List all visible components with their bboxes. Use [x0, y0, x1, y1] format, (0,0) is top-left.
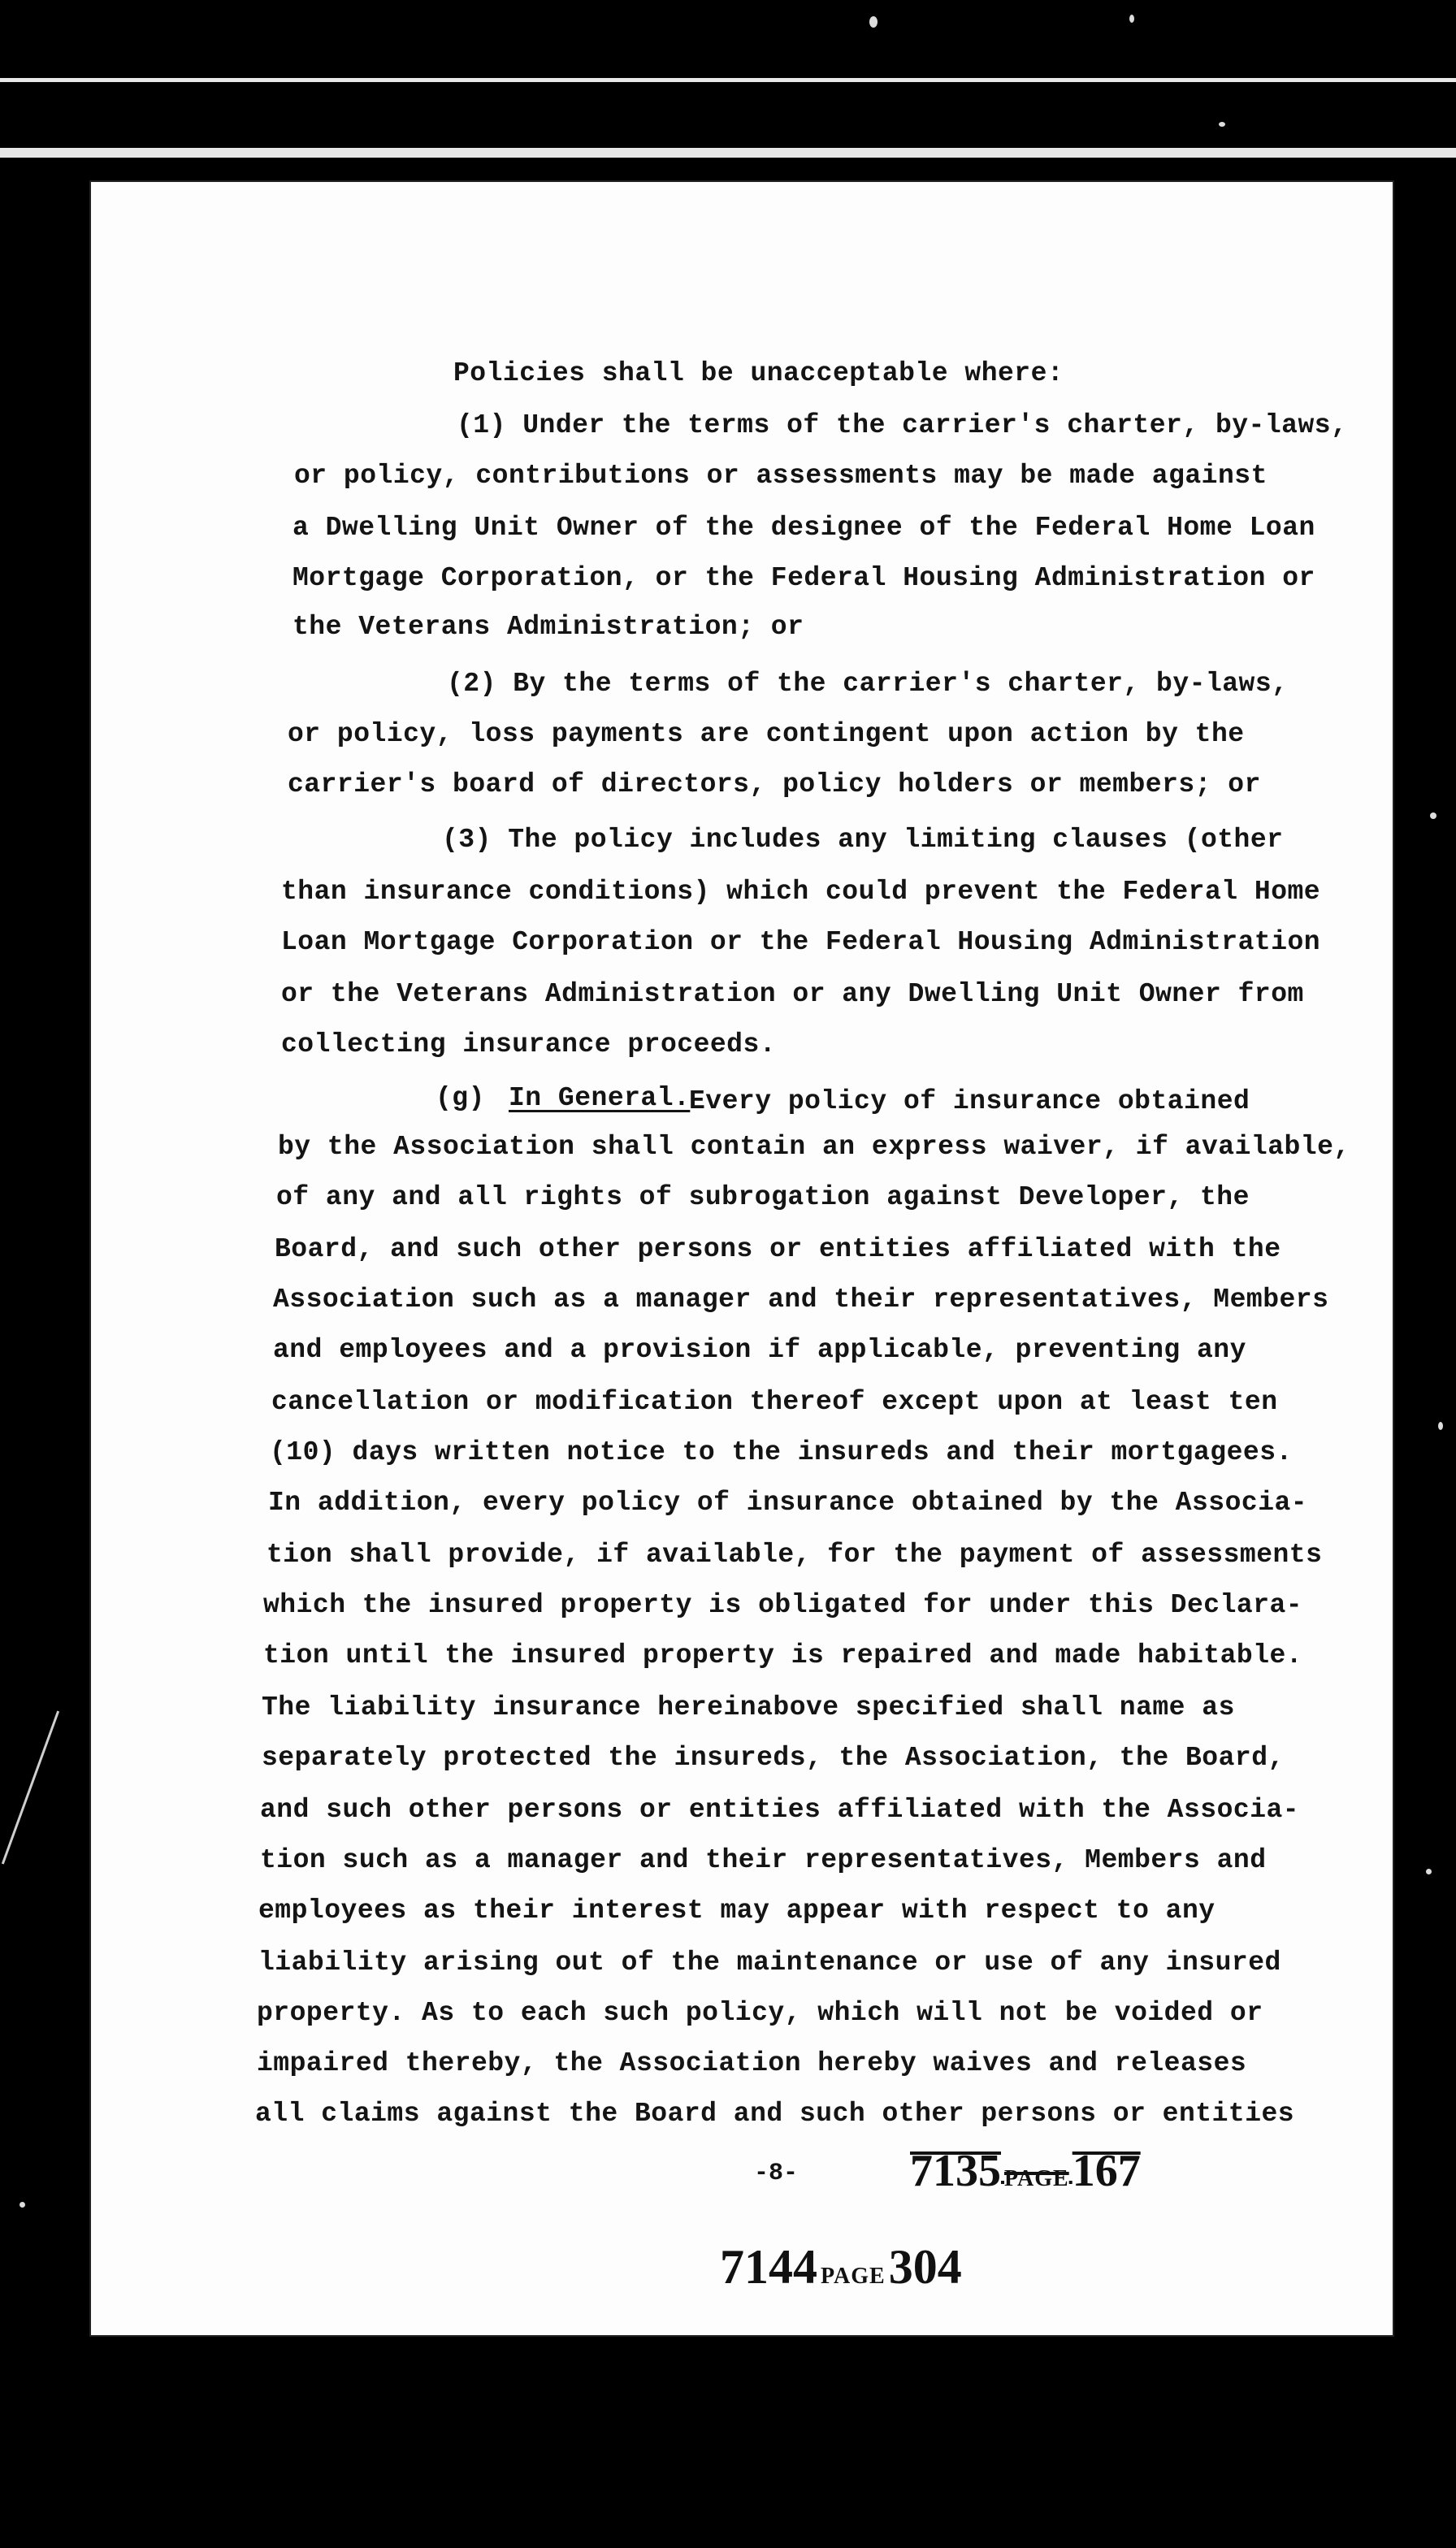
- scan-speck: [869, 16, 878, 28]
- scan-speck: [1430, 812, 1436, 819]
- struck-page-number: 167: [1072, 2146, 1141, 2196]
- scan-speck: [1129, 15, 1134, 23]
- scan-margin-mark: [2, 1711, 59, 1865]
- text-line: or policy, loss payments are contingent upon action by the: [288, 719, 1245, 749]
- text-line: or the Veterans Administration or any Dwelling Unit Owner from: [281, 979, 1304, 1009]
- text-line: Every policy of insurance obtained: [689, 1086, 1250, 1116]
- page-number: -8-: [754, 2160, 799, 2187]
- scan-rule-1: [0, 78, 1456, 82]
- text-line: tion shall provide, if available, for the payment of assessments: [266, 1540, 1323, 1570]
- text-line: a Dwelling Unit Owner of the designee of the Federal Home Loan: [292, 513, 1315, 543]
- text-line: than insurance conditions) which could prevent the Federal Home: [281, 877, 1321, 907]
- text-line: collecting insurance proceeds.: [281, 1029, 777, 1060]
- text-line: the Veterans Administration; or: [292, 612, 804, 642]
- text-line: and such other persons or entities affiliated with the Associa-: [260, 1795, 1300, 1825]
- scan-speck: [1438, 1422, 1443, 1430]
- struck-book-page-stamp: [910, 2145, 1141, 2197]
- text-line: property. As to each such policy, which will not be voided or: [257, 1998, 1263, 2028]
- text-line: In addition, every policy of insurance obtained by the Associa-: [268, 1488, 1308, 1518]
- document-page: [89, 180, 1394, 2337]
- text-line: impaired thereby, the Association hereby waives and releases: [257, 2048, 1247, 2078]
- text-line: carrier's board of directors, policy holders or members; or: [288, 769, 1261, 800]
- text-line: tion until the insured property is repaired and made habitable.: [263, 1640, 1303, 1670]
- text-line: Policies shall be unacceptable where:: [453, 358, 1064, 388]
- text-line: employees as their interest may appear with respect to any: [258, 1896, 1216, 1926]
- text-line: of any and all rights of subrogation against Developer, the: [276, 1182, 1250, 1212]
- book-page-stamp: [720, 2239, 962, 2295]
- book-number: 7144: [720, 2240, 817, 2294]
- text-line: separately protected the insureds, the Association, the Board,: [262, 1743, 1285, 1773]
- text-line: which the insured property is obligated for under this Declara-: [263, 1590, 1303, 1620]
- struck-book-number: 7135: [910, 2146, 1001, 2196]
- struck-page-abbrev: PAGE: [1004, 2166, 1069, 2191]
- book-page-number: 304: [888, 2240, 962, 2294]
- text-line: The liability insurance hereinabove specified shall name as: [262, 1692, 1235, 1722]
- scan-rule-2: [0, 148, 1456, 158]
- text-line: by the Association shall contain an express waiver, if available,: [278, 1132, 1350, 1162]
- text-line: and employees and a provision if applicable, preventing any: [273, 1335, 1246, 1365]
- subsection-heading: In General.: [509, 1083, 691, 1113]
- text-line: Association such as a manager and their representatives, Members: [273, 1285, 1329, 1315]
- text-line: Board, and such other persons or entities affiliated with the: [275, 1234, 1281, 1264]
- text-line: (10) days written notice to the insureds and their mortgagees.: [270, 1437, 1293, 1467]
- text-line: all claims against the Board and such other persons or entities: [255, 2099, 1295, 2129]
- scan-speck: [1426, 1869, 1432, 1874]
- subsection-label: (g): [436, 1083, 485, 1113]
- text-line: liability arising out of the maintenance or use of any insured: [258, 1948, 1281, 1978]
- text-line: Loan Mortgage Corporation or the Federal Housing Administration: [281, 927, 1321, 957]
- scan-speck: [20, 2202, 25, 2208]
- page-abbrev: PAGE: [821, 2264, 886, 2289]
- text-line: (3) The policy includes any limiting clauses (other: [442, 825, 1284, 855]
- text-line: (1) Under the terms of the carrier's charter, by-laws,: [457, 410, 1348, 440]
- text-line: Mortgage Corporation, or the Federal Housing Administration or: [292, 563, 1315, 593]
- text-line: (2) By the terms of the carrier's charter, by-laws,: [447, 669, 1289, 699]
- text-line: tion such as a manager and their representatives, Members and: [260, 1845, 1267, 1875]
- text-line: or policy, contributions or assessments may be made against: [294, 461, 1268, 491]
- text-line: cancellation or modification thereof except upon at least ten: [271, 1387, 1278, 1417]
- scan-top-band: [0, 0, 1456, 171]
- scan-speck: [1219, 122, 1225, 127]
